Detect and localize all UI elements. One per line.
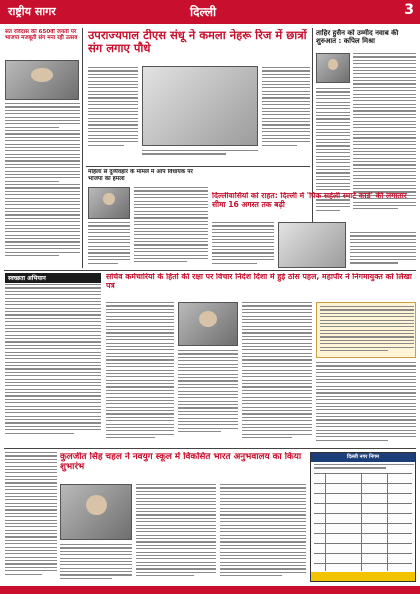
bottom-body-c bbox=[220, 484, 306, 582]
page-header bbox=[0, 0, 420, 24]
wide-body-c bbox=[242, 302, 312, 444]
page-number: 3 bbox=[404, 2, 414, 18]
section-city: दिल्ली bbox=[190, 5, 217, 19]
smartcard-photo bbox=[278, 222, 346, 268]
lead-headline: उपराज्यपाल टीएस संधू ने कमला नेहरू रिज में छात्रों संग लगाए पौधे bbox=[88, 29, 307, 56]
center-body-a bbox=[88, 222, 130, 268]
notice-box bbox=[316, 302, 416, 358]
lead-photo bbox=[142, 66, 258, 146]
section-rule bbox=[86, 166, 310, 167]
column-rule bbox=[82, 28, 83, 268]
bottom-left-body bbox=[5, 452, 57, 582]
story-headline: संत रविदास की 650वीं जयंती पर भाजपा मजबूती संग मना रही उत्सव bbox=[5, 29, 78, 42]
ad-footer bbox=[311, 572, 415, 581]
wide-body-a bbox=[106, 302, 174, 444]
center-body-b bbox=[134, 187, 208, 267]
right-mid-body bbox=[316, 362, 416, 444]
center-photo bbox=[88, 187, 130, 219]
lead-body bbox=[88, 67, 138, 157]
bottom-strip bbox=[0, 586, 420, 594]
lead-caption bbox=[142, 150, 258, 162]
left-mid-headline: स्वच्छता अभियान bbox=[5, 273, 101, 283]
bottom-body-a bbox=[60, 544, 132, 582]
story-body bbox=[5, 103, 80, 263]
smartcard-body-a bbox=[212, 222, 274, 268]
smartcard-body-b bbox=[350, 232, 416, 268]
brand-name: राष्ट्रीय सागर bbox=[8, 5, 56, 18]
wide-body-b bbox=[178, 350, 238, 444]
section-rule bbox=[4, 270, 416, 271]
bottom-photo bbox=[60, 484, 132, 540]
section-rule bbox=[4, 448, 416, 449]
wide-headline: सचिव कर्मचारियों के हितों की रक्षा पर विचार निर्देश दिशा में हुई ठोस पहल, महापौर ने निगमायुक्त को लिखा पत्र bbox=[106, 273, 412, 290]
right-headline: ताहिर हुसैन को उम्मीद नवाब की शुरुआत : कपिल मिश्रा bbox=[316, 29, 399, 46]
lead-body-right bbox=[262, 67, 310, 157]
center-headline: महिला से दुर्व्यवहार के मामले में आप विधायक पर भाजपा का हमला bbox=[88, 169, 193, 182]
wide-photo bbox=[178, 302, 238, 346]
right-photo bbox=[316, 53, 350, 83]
smartcard-headline: दिल्लीवासियों को राहत: दिल्ली में 'पिंक सहेली स्मार्ट कार्ड' की लगातार सीमा 16 अगस्त तक बढ़ी bbox=[212, 192, 407, 209]
ad-title: दिल्ली नगर निगम bbox=[311, 453, 415, 462]
bottom-body-b bbox=[136, 484, 216, 582]
left-mid-body bbox=[5, 284, 101, 444]
tender-advertisement bbox=[310, 452, 416, 582]
story-photo bbox=[5, 60, 79, 100]
bottom-headline: कुलजीत सिंह चहल ने नवयुग स्कूल में विकसित भारत अनुभवालय का किया शुभारंभ bbox=[60, 452, 302, 473]
